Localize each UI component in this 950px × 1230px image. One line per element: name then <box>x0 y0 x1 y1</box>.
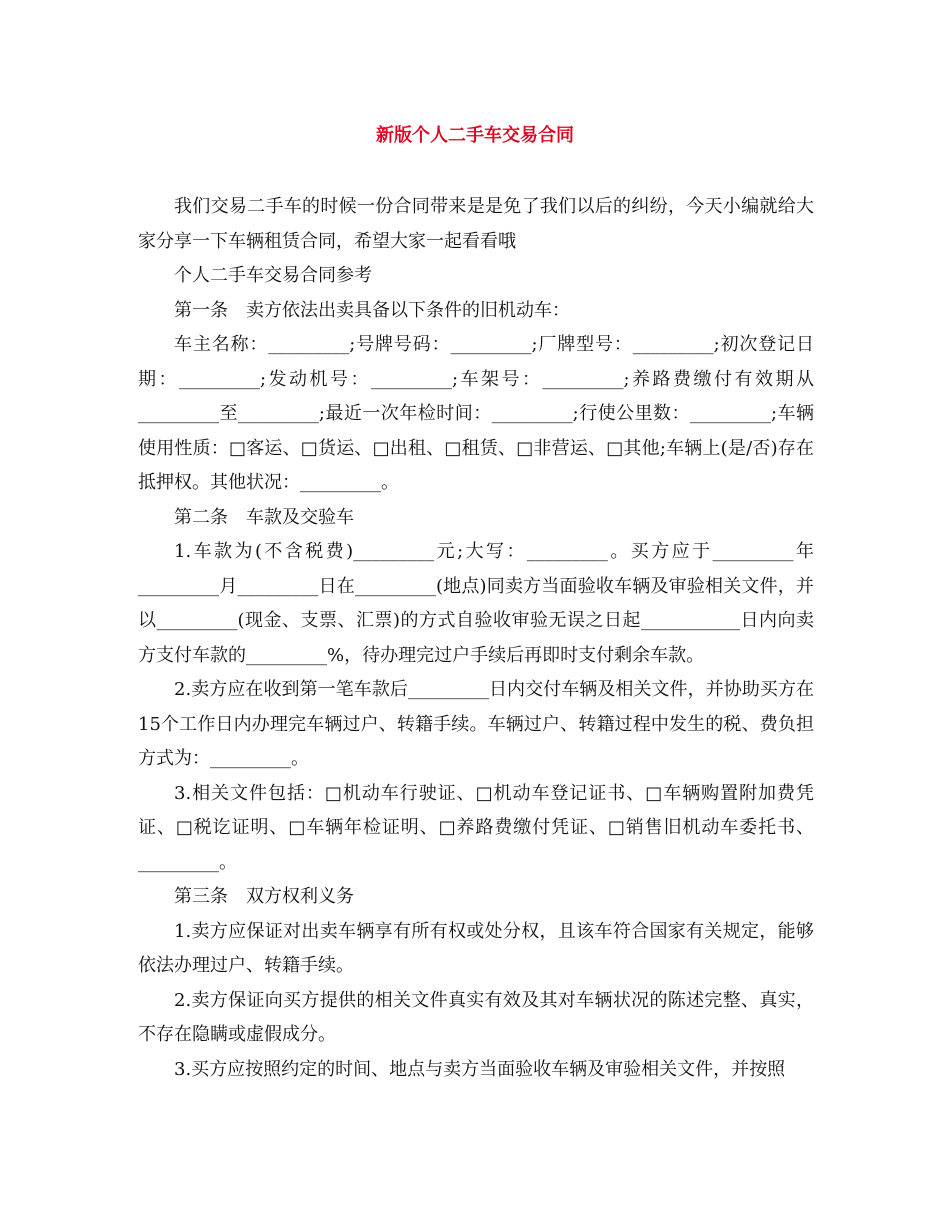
article-1-vehicle-info: 车主名称：_________;号牌号码：_________;厂牌型号：_________;初次登记日期：_________;发动机号：_________;车架号：_________;养路费缴付有效期从_________至_________;最近一次年检时间：_________;行使公里数：_________;车辆使用性质：□客运、□货运、□出租、□租赁、□非营运、□其他;车辆上(是/否)存在抵押权。其他状况：_________。 <box>138 334 814 493</box>
article-2-clause-2: 2.卖方应在收到第一笔车款后_________日内交付车辆及相关文件，并协助买方在15个工作日内办理完车辆过户、转籍手续。车辆过户、转籍过程中发生的税、费负担方式为：_________。 <box>138 679 814 769</box>
article-3-clause-1: 1.卖方应保证对出卖车辆享有所有权或处分权，且该车符合国家有关规定，能够依法办理过户、转籍手续。 <box>138 920 814 976</box>
article-2-clause-3: 3.相关文件包括：□机动车行驶证、□机动车登记证书、□车辆购置附加费凭证、□税讫证明、□车辆年检证明、□养路费缴付凭证、□销售旧机动车委托书、_________。 <box>138 782 814 873</box>
article-3-heading: 第三条 双方权利义务 <box>174 886 354 907</box>
article-1-heading: 第一条 卖方依法出卖具备以下条件的旧机动车： <box>174 299 570 321</box>
article-3-clause-2: 2.卖方保证向买方提供的相关文件真实有效及其对车辆状况的陈述完整、真实，不存在隐瞒或虚假成分。 <box>138 989 814 1045</box>
article-2-heading: 第二条 车款及交验车 <box>174 506 354 528</box>
article-3-clause-3: 3.买方应按照约定的时间、地点与卖方当面验收车辆及审验相关文件，并按照 <box>174 1058 786 1080</box>
article-2-clause-1: 1.车款为(不含税费)_________元;大写：_________。买方应于_________年_________月_________日在_________(地点)同卖方当面验收车辆及审验相关文件，并以_________(现金、支票、汇票)的方式自验收审验无误之日起___________日内向卖方支付车款的_________%，待办理完过户手续后再即时支付剩余车款。 <box>138 541 814 666</box>
document-body <box>138 190 814 1087</box>
paragraph-heading: 个人二手车交易合同参考 <box>174 265 372 286</box>
document-title: 新版个人二手车交易合同 <box>376 125 574 146</box>
paragraph-intro: 我们交易二手车的时候一份合同带来是是免了我们以后的纠纷，今天小编就给大家分享一下车辆租赁合同，希望大家一起看看哦 <box>138 196 814 252</box>
